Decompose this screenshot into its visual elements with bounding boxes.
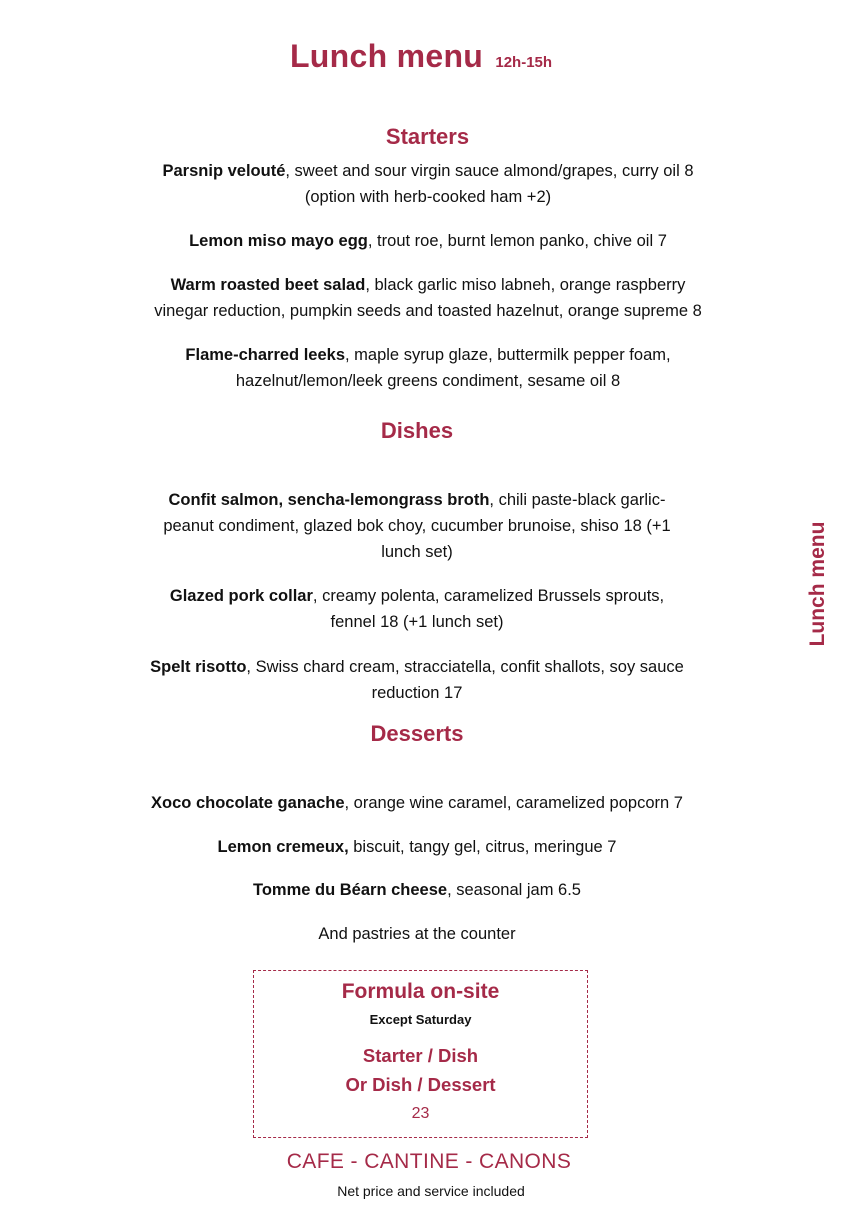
menu-item-risotto (0, 654, 834, 706)
item-desc-line2: fennel 18 (+1 lunch set) (330, 613, 504, 631)
item-name: Spelt risotto (150, 658, 247, 676)
pastries-note: And pastries at the counter (318, 925, 516, 943)
item-desc-line2: hazelnut/lemon/leek greens condiment, sesame oil 8 (235, 372, 621, 390)
item-name: Confit salmon, sencha-lemongrass broth (168, 491, 490, 509)
section-title-dishes: Dishes (380, 418, 454, 443)
item-name: Glazed pork collar (169, 587, 313, 605)
item-name: Warm roasted beet salad (170, 276, 366, 294)
item-desc-line2: reduction 17 (371, 684, 463, 702)
item-desc: , creamy polenta, caramelized Brussels sprouts, (312, 587, 665, 605)
formula-title: Formula on-site (341, 980, 500, 1003)
page-title (0, 38, 842, 75)
formula-option-2: Or Dish / Dessert (345, 1074, 496, 1095)
item-desc: , sweet and sour virgin sauce almond/grapes, curry oil 8 (285, 162, 694, 180)
item-name: Xoco chocolate ganache (151, 794, 345, 812)
menu-item-salmon (0, 487, 834, 565)
item-desc: , chili paste-black garlic- (489, 491, 666, 509)
menu-item-cheese (0, 877, 834, 903)
item-name: Flame-charred leeks (185, 346, 345, 364)
price-note: Net price and service included (337, 1183, 525, 1199)
item-desc-line2: (option with herb-cooked ham +2) (304, 188, 552, 206)
brand-tagline: CAFE - CANTINE - CANONS (286, 1150, 572, 1173)
formula-price: 23 (411, 1105, 430, 1122)
item-desc: , seasonal jam 6.5 (447, 881, 581, 899)
item-desc: , orange wine caramel, caramelized popcorn 7 (344, 794, 683, 812)
item-name: Lemon miso mayo egg (189, 232, 368, 250)
menu-item-pork-collar (0, 583, 834, 635)
menu-item-miso-egg (0, 228, 856, 254)
section-title-desserts: Desserts (370, 721, 464, 746)
item-name: Lemon cremeux, (217, 838, 349, 856)
item-name: Tomme du Béarn cheese (252, 881, 448, 899)
item-desc: , maple syrup glaze, buttermilk pepper foam, (345, 346, 671, 364)
formula-box (253, 970, 588, 1138)
item-desc-line2: vinegar reduction, pumpkin seeds and toasted hazelnut, orange supreme 8 (154, 302, 702, 320)
formula-note: Except Saturday (369, 1012, 472, 1027)
item-desc-line2: peanut condiment, glazed bok choy, cucumber brunoise, shiso 18 (+1 (163, 517, 671, 535)
item-desc: , black garlic miso labneh, orange raspberry (365, 276, 686, 294)
formula-option-1: Starter / Dish (362, 1045, 479, 1066)
title-text: Lunch menu (289, 38, 484, 74)
item-name: Parsnip velouté (162, 162, 286, 180)
side-label: Lunch menu (806, 521, 829, 647)
menu-item-ganache (0, 790, 834, 816)
menu-item-lemon-cremeux (0, 834, 834, 860)
menu-item-parsnip (0, 158, 856, 210)
opening-hours: 12h-15h (495, 54, 553, 71)
item-desc-line3: lunch set) (381, 543, 453, 561)
item-desc: , trout roe, burnt lemon panko, chive oil 7 (367, 232, 667, 250)
menu-item-beet-salad (0, 272, 856, 324)
item-desc: biscuit, tangy gel, citrus, meringue 7 (348, 838, 617, 856)
item-desc: , Swiss chard cream, stracciatella, confit shallots, soy sauce (246, 658, 684, 676)
section-title-starters: Starters (385, 124, 470, 149)
menu-item-leeks (0, 342, 856, 394)
